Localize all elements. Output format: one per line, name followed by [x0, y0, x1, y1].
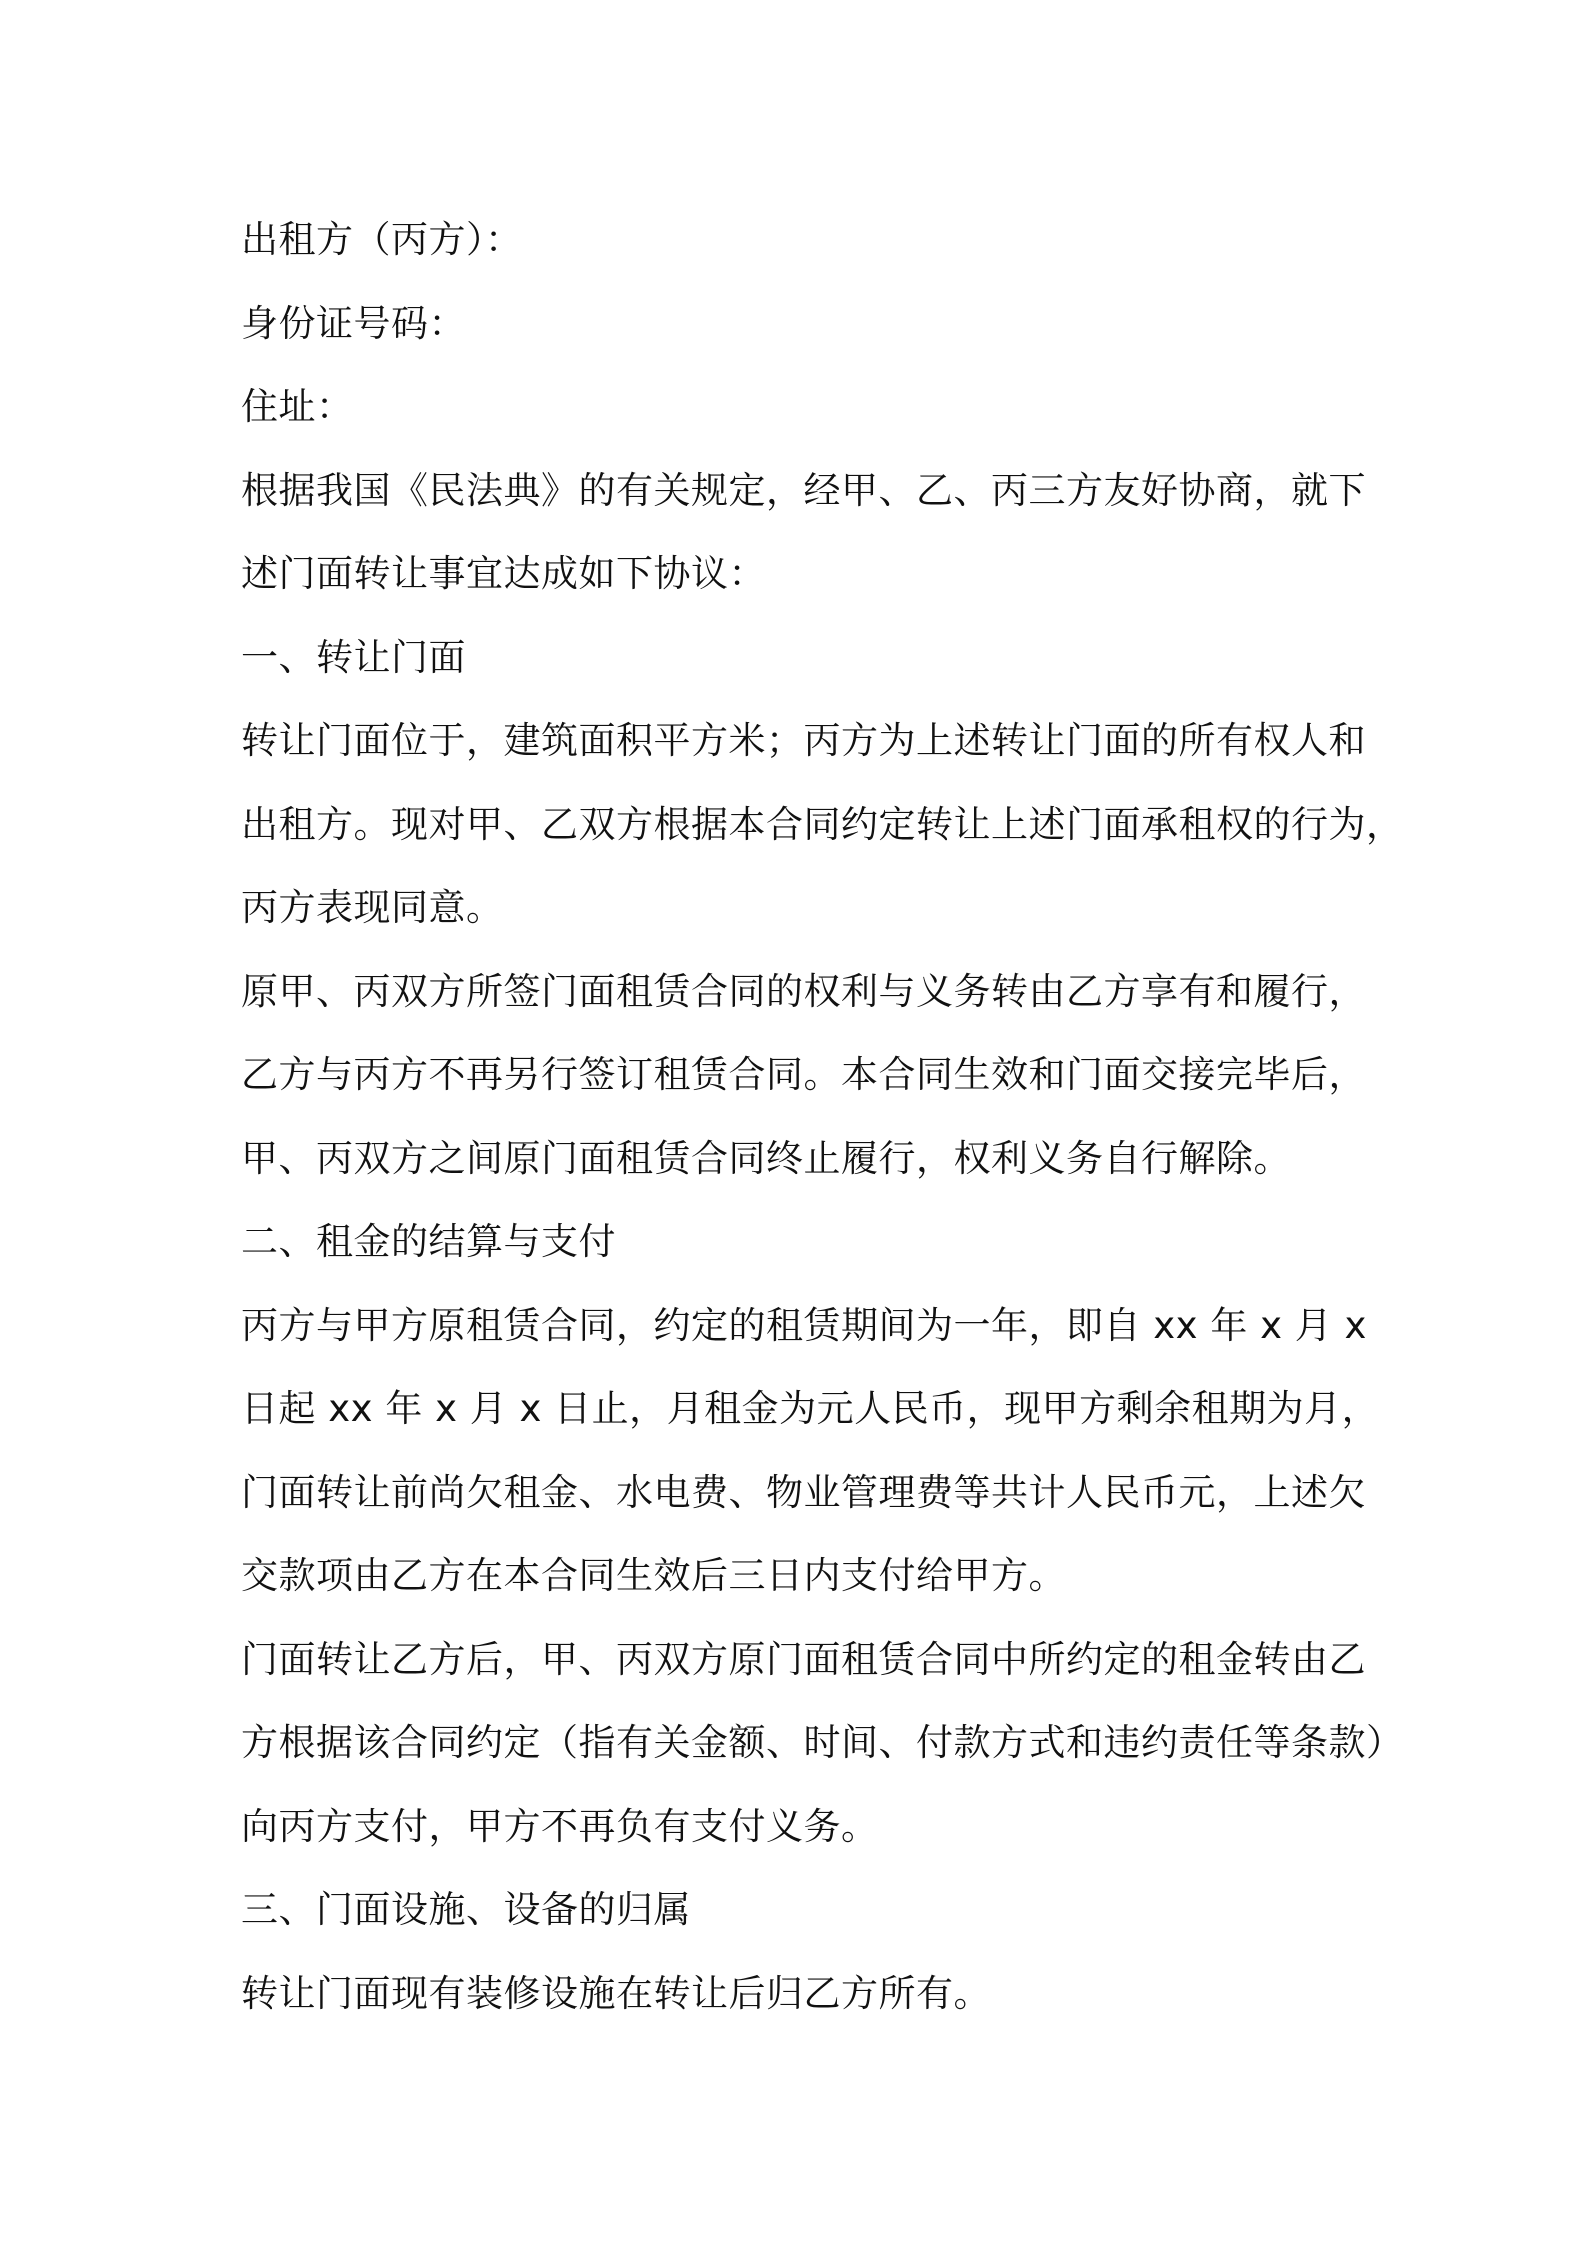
id-number-line: 身份证号码：: [241, 301, 466, 345]
address-line: 住址：: [241, 385, 354, 428]
preamble-line-2: 述门面转让事宜达成如下协议：: [241, 552, 766, 595]
section-2-heading: 二、租金的结算与支付: [241, 1220, 616, 1263]
section-1-paragraph-1-line-3: 丙方表现同意。: [241, 886, 504, 929]
section-2-paragraph-1-line-1: 丙方与甲方原租赁合同，约定的租赁期间为一年，即自 xx 年 x 月 x: [241, 1303, 1367, 1347]
section-2-paragraph-2-line-3: 向丙方支付，甲方不再负有支付义务。: [241, 1804, 879, 1848]
lessor-party-line: 出租方（丙方）：: [241, 218, 523, 261]
preamble-line-1: 根据我国《民法典》的有关规定，经甲、乙、丙三方友好协商，就下: [241, 468, 1366, 512]
document-body: [241, 198, 1404, 2035]
section-1-paragraph-2-line-3: 甲、丙双方之间原门面租赁合同终止履行，权利义务自行解除。: [241, 1136, 1291, 1180]
section-2-paragraph-2-line-2: 方根据该合同约定（指有关金额、时间、付款方式和违约责任等条款）: [241, 1721, 1404, 1764]
section-2-paragraph-1-line-4: 交款项由乙方在本合同生效后三日内支付给甲方。: [241, 1554, 1066, 1597]
section-1-paragraph-1-line-1: 转让门面位于，建筑面积平方米；丙方为上述转让门面的所有权人和: [241, 719, 1366, 762]
section-1-paragraph-2-line-2: 乙方与丙方不再另行签订租赁合同。本合同生效和门面交接完毕后，: [241, 1053, 1366, 1096]
section-1-paragraph-2-line-1: 原甲、丙双方所签门面租赁合同的权利与义务转由乙方享有和履行，: [241, 969, 1366, 1013]
section-3-heading: 三、门面设施、设备的归属: [241, 1888, 691, 1931]
section-2-paragraph-1-line-3: 门面转让前尚欠租金、水电费、物业管理费等共计人民币元，上述欠: [241, 1470, 1366, 1514]
section-1-paragraph-1-line-2: 出租方。现对甲、乙双方根据本合同约定转让上述门面承租权的行为，: [241, 802, 1404, 846]
section-1-heading: 一、转让门面: [241, 635, 466, 679]
section-3-paragraph-1-line-1: 转让门面现有装修设施在转让后归乙方所有。: [241, 1971, 991, 2015]
section-2-paragraph-1-line-2: 日起 xx 年 x 月 x 日止，月租金为元人民币，现甲方剩余租期为月，: [241, 1387, 1380, 1430]
section-2-paragraph-2-line-1: 门面转让乙方后，甲、丙双方原门面租赁合同中所约定的租金转由乙: [241, 1637, 1366, 1681]
